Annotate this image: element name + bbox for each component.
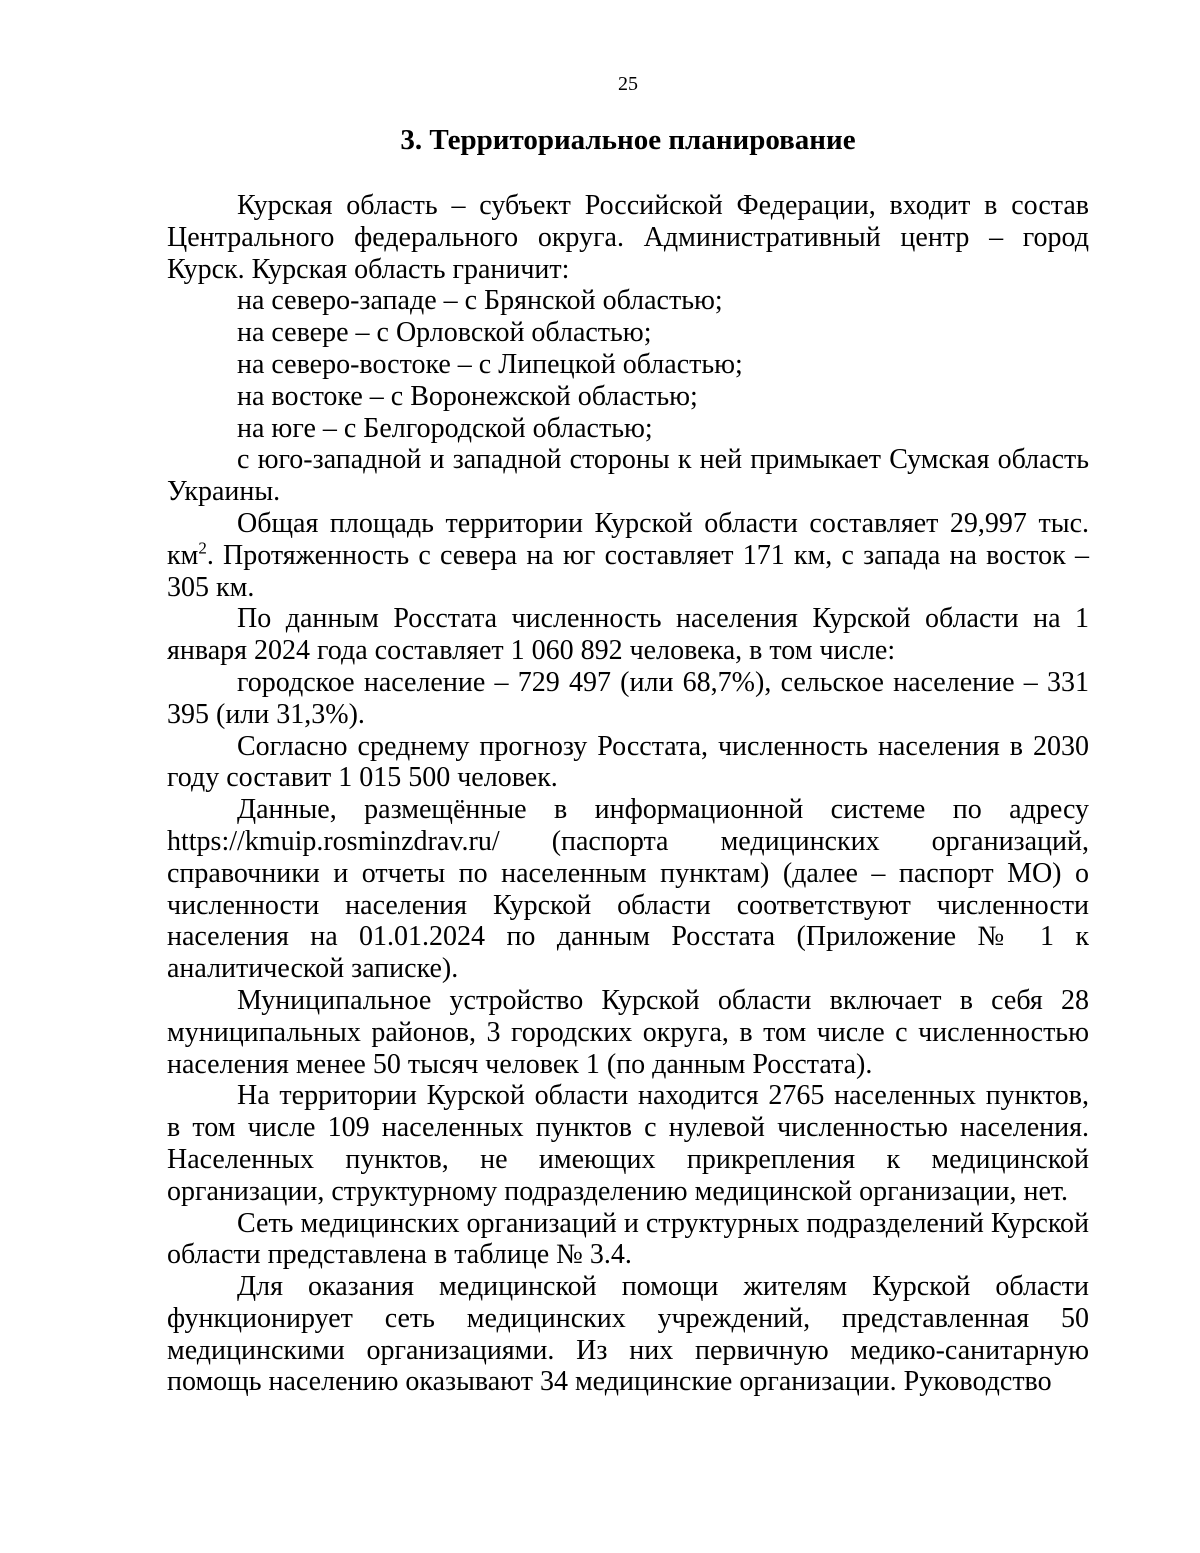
border-item-south: на юге – с Белгородской областью; <box>237 412 653 444</box>
page-number: 25 <box>618 73 638 95</box>
border-item-southwest-west: с юго-западной и западной стороны к ней примыкает Сумская область Украины. <box>167 444 1089 508</box>
border-item-northwest: на северо-западе – с Брянской областью; <box>237 285 723 317</box>
paragraph-region-overview: Курская область – субъект Российской Федерации, входит в состав Центрального федерального округа. Административный центр – город Курск. Курская область граничит: <box>167 190 1089 285</box>
paragraph-municipal-structure: Муниципальное устройство Курской области включает в себя 28 муниципальных районов, 3 городских округа, в том числе с численностью населения менее 50 тысяч человек 1 (по данным Росстата). <box>167 984 1089 1080</box>
paragraph-area <box>167 508 1089 603</box>
paragraph-population: По данным Росстата численность населения Курской области на 1 января 2024 года составляет 1 060 892 человека, в том числе: <box>167 603 1089 667</box>
paragraph-network-table-ref: Сеть медицинских организаций и структурных подразделений Курской области представлена в таблице № 3.4. <box>167 1207 1089 1271</box>
area-text-before: Общая площадь территории Курской области составляет 29,997 тыс. км <box>167 507 1089 571</box>
area-text-after: . Протяженность с севера на юг составляет 171 км, с запада на восток – 305 км. <box>167 539 1089 603</box>
border-item-northeast: на северо-востоке – с Липецкой областью; <box>237 348 743 380</box>
paragraph-forecast: Согласно среднему прогнозу Росстата, численность населения в 2030 году составит 1 015 500 человек. <box>167 730 1089 794</box>
document-body <box>167 190 1089 1398</box>
area-superscript: 2 <box>198 538 207 558</box>
border-item-east: на востоке – с Воронежской областью; <box>237 380 698 412</box>
border-item-north: на севере – с Орловской областью; <box>237 317 652 349</box>
section-title: 3. Территориальное планирование <box>400 124 856 156</box>
paragraph-urban-rural: городское население – 729 497 (или 68,7%), сельское население – 331 395 (или 31,3%). <box>167 666 1089 730</box>
paragraph-info-system: Данные, размещённые в информационной системе по адресу https://kmuip.rosminzdrav.ru/ (паспорта медицинских организаций, справочники и отчеты по населенным пунктам) (далее – паспорт МО) о численности населения Курской области соответствуют численности населения на 01.01.2024 по данным Росстата (Приложение № 1 к аналитической записке). <box>167 794 1089 985</box>
paragraph-medical-organizations: Для оказания медицинской помощи жителям Курской области функционирует сеть медицинских учреждений, представленная 50 медицинскими организациями. Из них первичную медико-санитарную помощь населению оказывают 34 медицинские организации. Руководство <box>167 1271 1089 1398</box>
paragraph-settlements: На территории Курской области находится 2765 населенных пунктов, в том числе 109 населенных пунктов с нулевой численностью населения. Населенных пунктов, не имеющих прикрепления к медицинской организации, структурному подразделению медицинской организации, нет. <box>167 1080 1089 1207</box>
